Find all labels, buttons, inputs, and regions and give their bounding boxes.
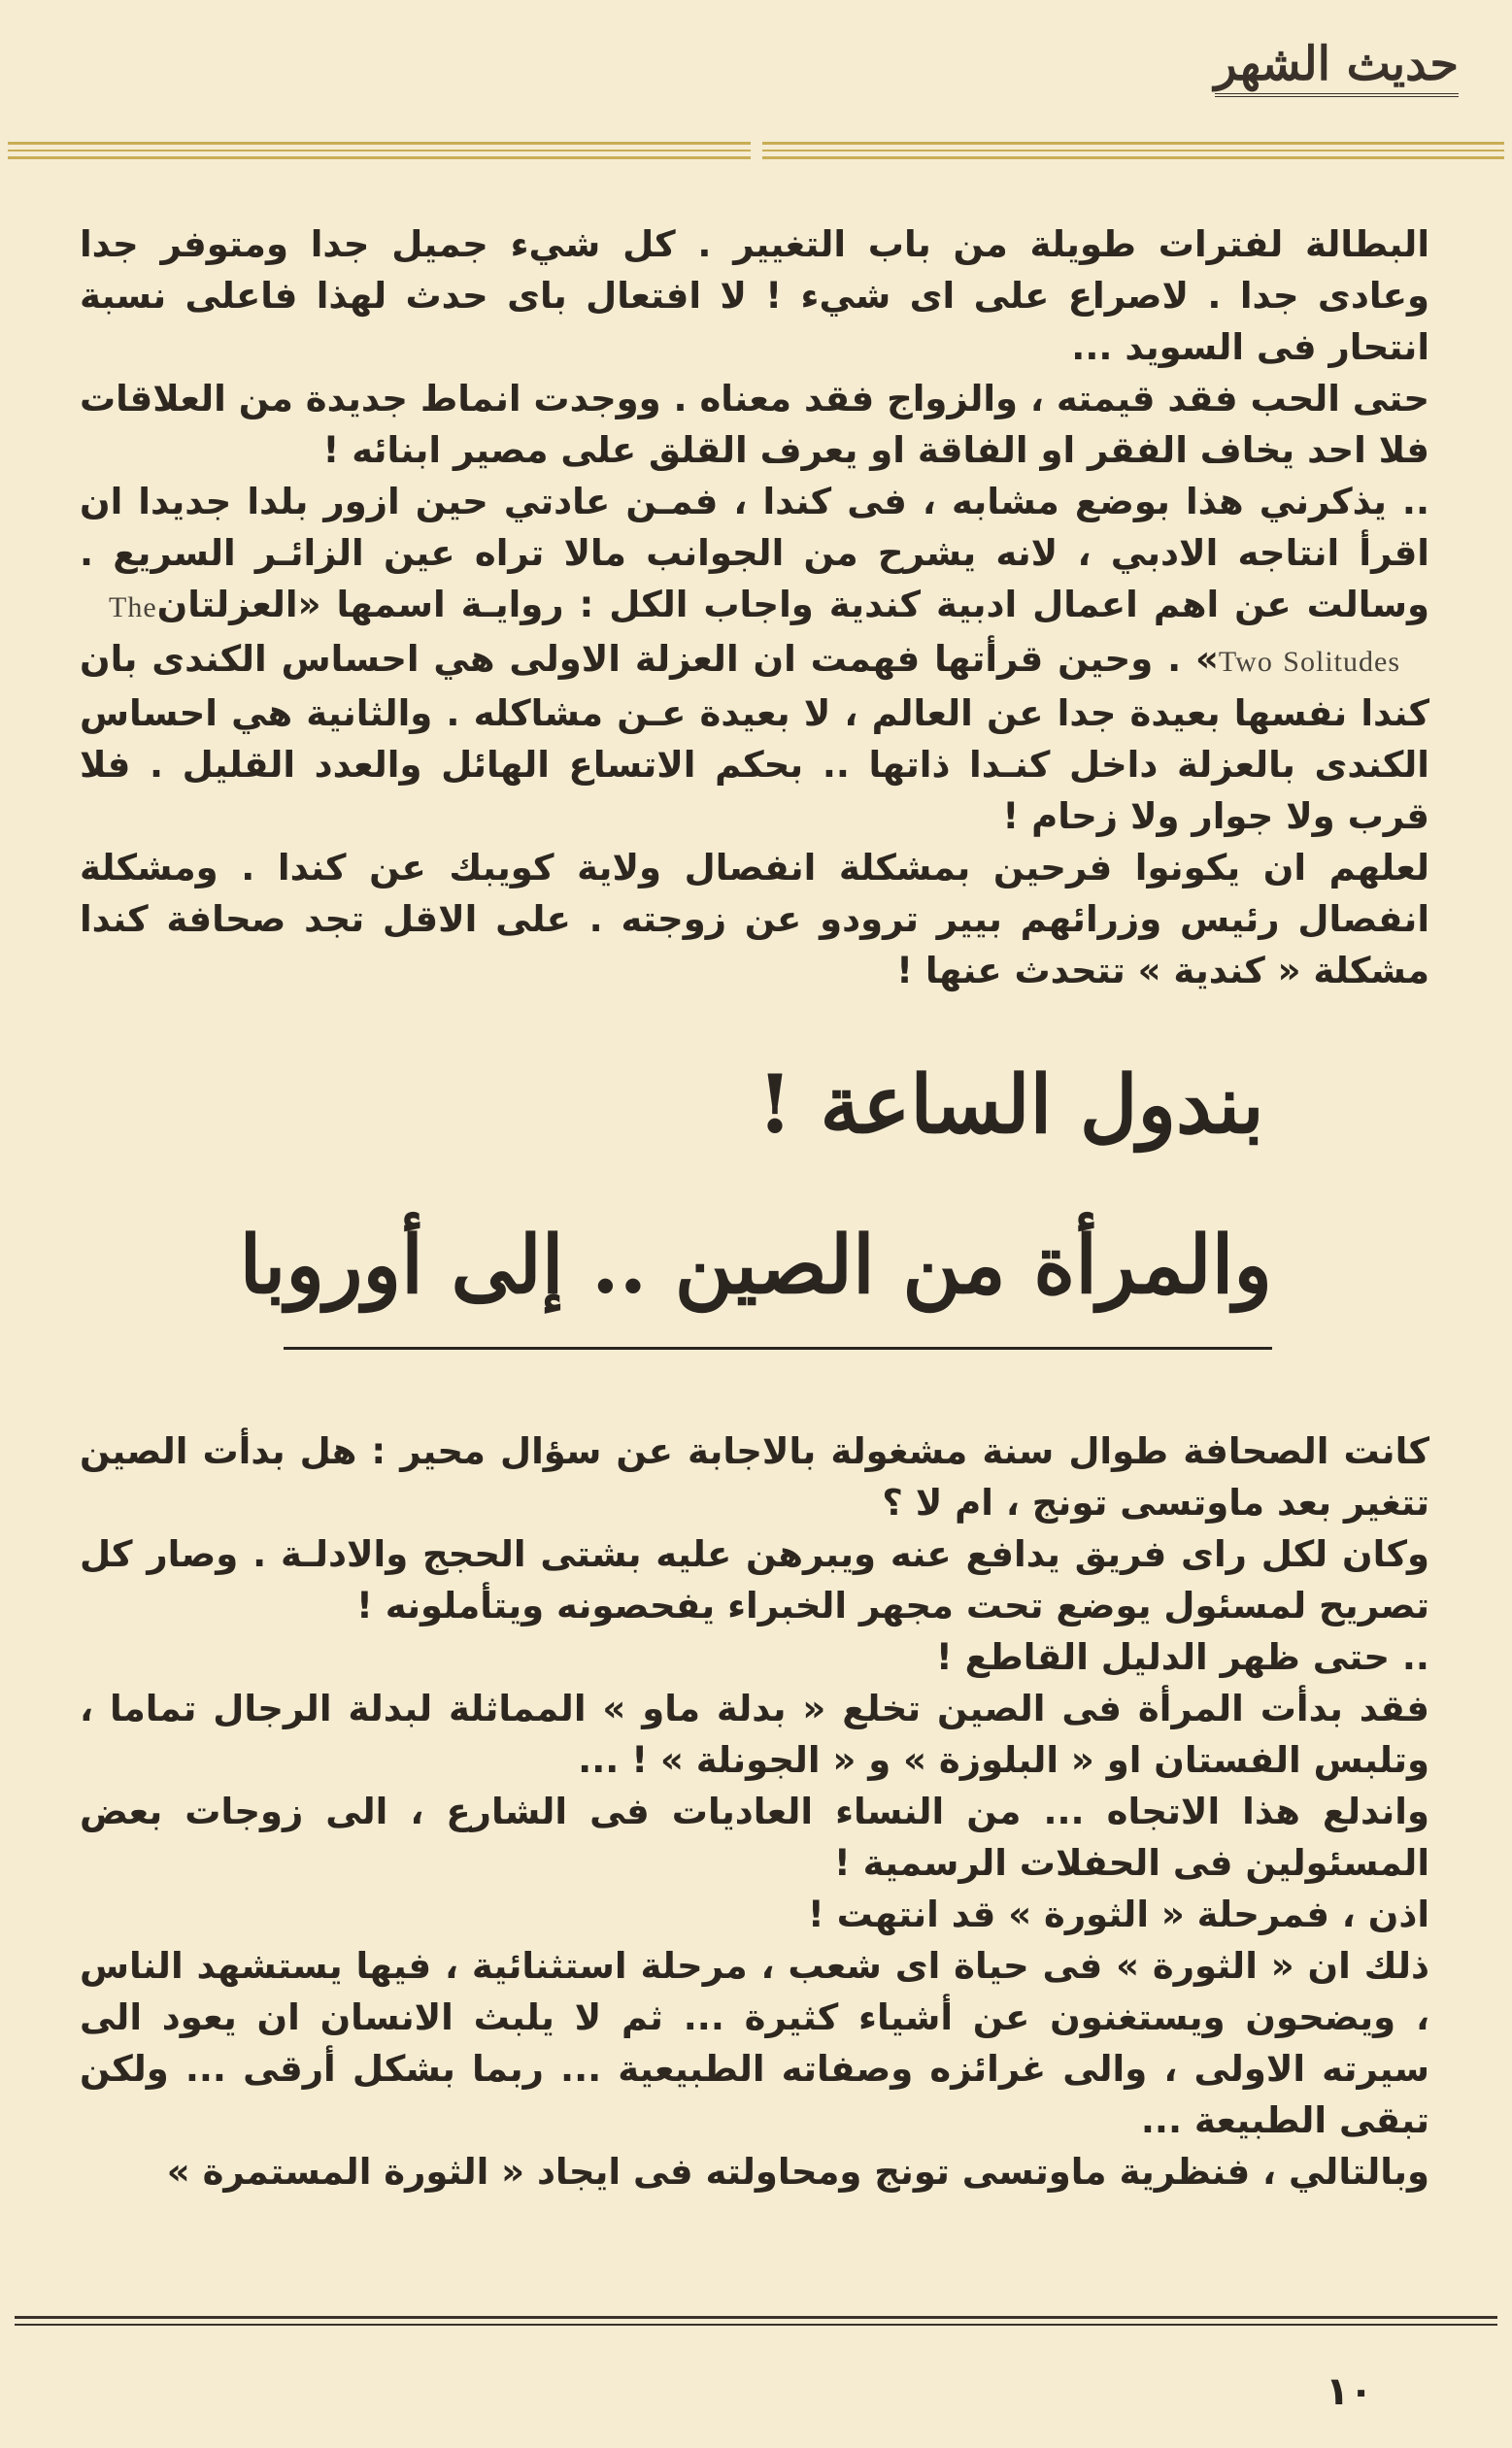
paragraph: حتى الحب فقد قيمته ، والزواج فقد معناه . ووجدت انماط جديدة من العلاقات فلا احد يخاف الفقر او الفاقة او يعرف القلق على مصير ابنائه ! xyxy=(79,378,1429,471)
paragraph: اذن ، فمرحلة « الثورة » قد انتهت ! xyxy=(807,1894,1429,1935)
paragraph-text: .. يذكرني هذا بوضع مشابه ، فى كندا ، فمـن عادتي حين ازور بلدا جديدا ان اقرأ انتاجه الادبي ، لانه يشرح من الجوانب مالا تراه عين الزائـر السريع . وسالت عن اهم اعمال ادبية كندية واجاب الكل : روايـة اسمها «العزلتان xyxy=(80,481,1429,625)
paragraph: لعلهم ان يكونوا فرحين بمشكلة انفصال ولاية كويبك عن كندا . ومشكلة انفصال رئيس وزرائهم بيير ترودو عن زوجته . على الاقل تجد صحافة كندا مشكلة « كندية » تتحدث عنها ! xyxy=(80,847,1429,991)
page-number: ١٠ xyxy=(1326,2369,1373,2414)
paragraph-with-english-title xyxy=(80,476,1429,842)
bottom-divider xyxy=(15,2316,1497,2319)
article-subheadline: والمرأة من الصين .. إلى أوروبا xyxy=(239,1219,1272,1312)
paragraph: كانت الصحافة طوال سنة مشغولة بالاجابة عن سؤال محير : هل بدأت الصين تتغير بعد ماوتسى تونج ، ام لا ؟ xyxy=(80,1430,1429,1524)
paragraph: .. حتى ظهر الدليل القاطع ! xyxy=(935,1636,1429,1678)
continuation-text xyxy=(80,218,1429,996)
section-title: حديث الشهر xyxy=(1215,37,1459,97)
paragraph: فقد بدأت المرأة فى الصين تخلع « بدلة ماو » المماثلة لبدلة الرجال تماما ، وتلبس الفستان او « البلوزة » و « الجونلة » ! ... xyxy=(80,1688,1429,1781)
english-book-title: The Two Solitudes xyxy=(109,591,1400,678)
article-body xyxy=(80,1425,1429,2197)
paragraph-text: » . وحين قرأتها فهمت ان العزلة الاولى هي احساس الكندى بان كندا نفسها بعيدة جدا عن العالم ، لا بعيدة عـن مشاكله . والثانية هي احساس الكندى بالعزلة داخل كنـدا ذاتها .. بحكم الاتساع الهائل والعدد القليل . فلا قرب ولا جوار ولا زحام ! xyxy=(80,638,1429,837)
paragraph: ذلك ان « الثورة » فى حياة اى شعب ، مرحلة استثنائية ، فيها يستشهد الناس ، ويضحون ويستغنون عن أشياء كثيرة ... ثم لا يلبث الانسان ان يعود الى سيرته الاولى ، والى غرائزه وصفاته الطبيعية ... ربما بشكل أرقى ... ولكن تبقى الطبيعة ... xyxy=(80,1945,1429,2141)
paragraph: واندلع هذا الاتجاه ... من النساء العاديات فى الشارع ، الى زوجات بعض المسئولين فى الحفلات الرسمية ! xyxy=(80,1791,1429,1884)
paragraph: وكان لكل راى فريق يدافع عنه ويبرهن عليه بشتى الحجج والادلـة . وصار كل تصريح لمسئول يوضع تحت مجهر الخبراء يفحصونه ويتأملونه ! xyxy=(80,1533,1429,1626)
headline-underline xyxy=(284,1347,1272,1350)
paragraph: البطالة لفترات طويلة من باب التغيير . كل شيء جميل جدا ومتوفر جدا وعادى جدا . لاصراع على اى شيء ! لا افتعال باى حدث لهذا فاعلى نسبة انتحار فى السويد ... xyxy=(80,223,1429,368)
top-divider xyxy=(8,142,1504,159)
article-headline: بندول الساعة ! xyxy=(757,1058,1264,1152)
paragraph: وبالتالي ، فنظرية ماوتسى تونج ومحاولته فى ايجاد « الثورة المستمرة » xyxy=(166,2151,1429,2193)
